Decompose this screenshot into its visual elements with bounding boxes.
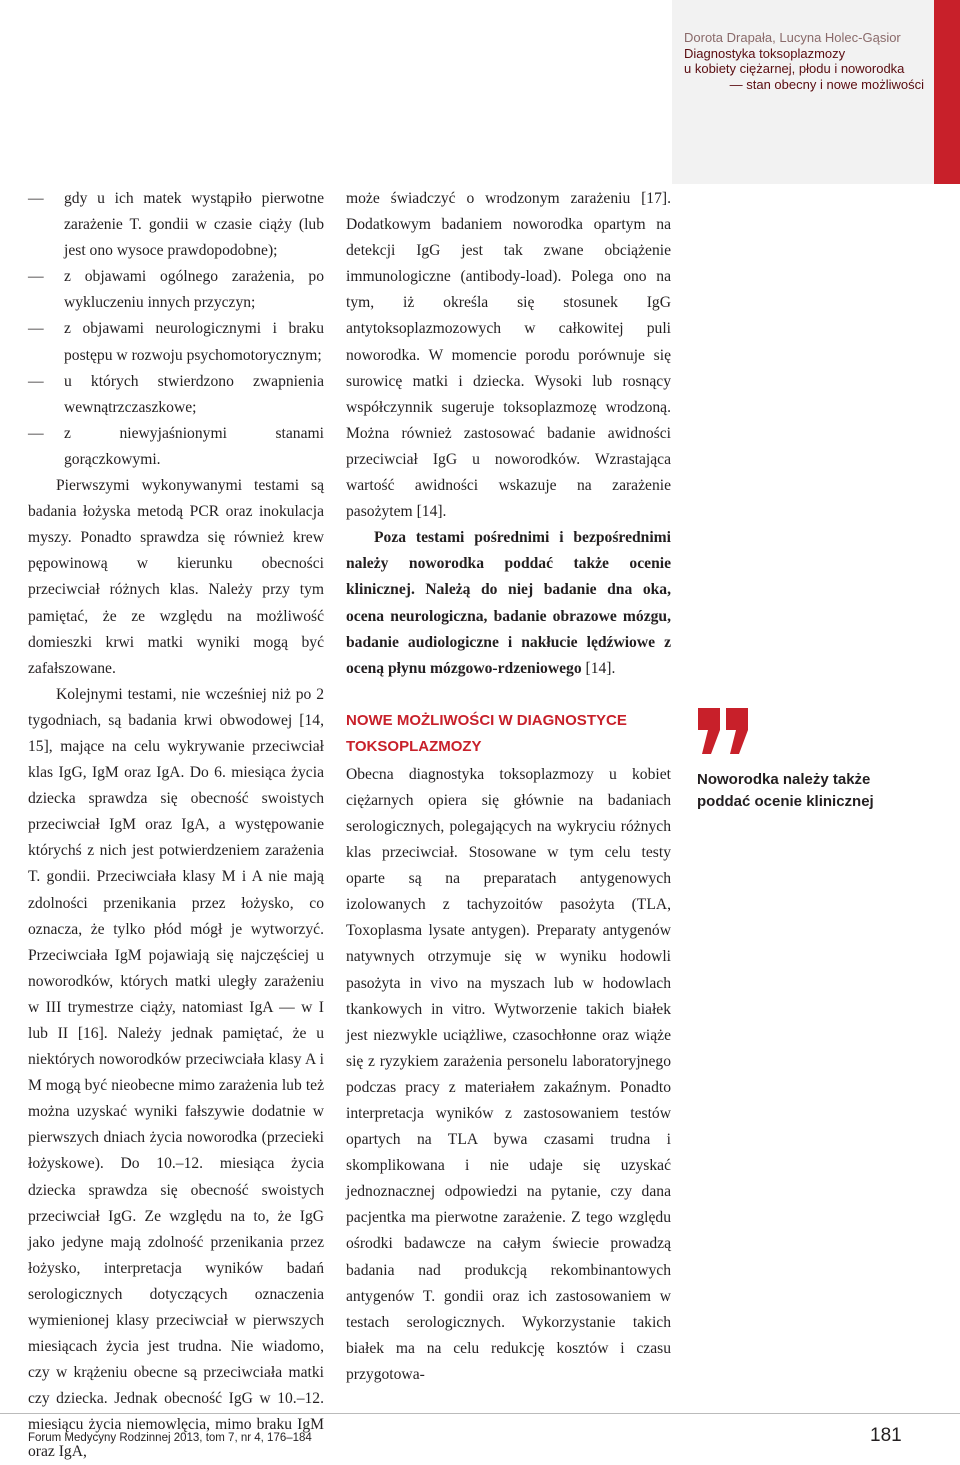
bullet-item xyxy=(28,264,324,316)
bullet-dash: — xyxy=(28,372,44,390)
running-header xyxy=(684,30,929,92)
bullet-text: z objawami ogólnego zarażenia, po wykluczeniu innych przyczyn; xyxy=(64,268,324,312)
reference: [14]. xyxy=(581,659,616,677)
pull-quote-text: Noworodka należy także poddać ocenie klinicznej xyxy=(697,771,874,810)
body-paragraph: Pierwszymi wykonywanymi testami są badania łożyska metodą PCR oraz inokulacja myszy. Ponadto sprawdza się również krew pępowinową w kierunku obecności przeciwciał różnych klas. Należy przy tym pamiętać, że ze względu na możliwość domieszki krwi matki wyniki mogą być zafałszowane. xyxy=(28,477,324,677)
bullet-text: z objawami neurologicznymi i braku postępu w rozwoju psychomotorycznym; xyxy=(64,320,324,364)
footer-divider xyxy=(0,1413,960,1414)
header-title-line2: u kobiety ciężarnej, płodu i noworodka xyxy=(684,61,905,76)
page-number: 181 xyxy=(870,1425,902,1446)
middle-column xyxy=(346,186,671,1388)
bullet-item xyxy=(28,369,324,421)
section-heading: NOWE MOŻLIWOŚCI W DIAGNOSTYCE TOKSOPLAZMOZY xyxy=(346,711,627,755)
bullet-dash: — xyxy=(28,190,44,207)
body-paragraph: Kolejnymi testami, nie wcześniej niż po 2 tygodniach, są badania krwi obwodowej [14, 15], mające na celu wykrywanie przeciwciał klas IgG, IgM oraz IgA. Do 6. miesiąca życia dziecka sprawdza się obecność swoistych przeciwciał IgM oraz IgA, a występowanie którychś z nich jest potwierdzeniem zarażenia T. gondii. Przeciwciała klasy M i A nie mają zdolności przenikania przez łożysko, co oznacza, że tylko płód mógł je wytworzyć. Przeciwciała IgM pojawiają się najczęściej u noworodków, których matki uległy zarażeniu w III trymestrze ciąży, natomiast IgA — w I lub II [16]. Należy jednak pamiętać, że u niektórych noworodków przeciwciała klasy A i M mogą być nieobecne mimo zarażenia lub też można uzyskać wyniki fałszywie dodatnie w pierwszych dniach życia noworodka (przecieki łożyskowe). Do 10.–12. miesiąca życia dziecka sprawdza się obecność swoistych przeciwciał IgG. Ze względu na to, że IgG jako jedyne mają zdolność przenikania przez łożysko, interpretacja wyników badań serologicznych dotyczących oznaczenia wymienionej klasy przeciwciał w pierwszych miesiącach życia jest trudna. Nie wiadomo, czy w krążeniu obecne są przeciwciała matki czy dziecka. Jednak obecność IgG w 10.–12. miesiącu życia niemowlęcia, mimo braku IgM oraz IgA, xyxy=(28,685,324,1460)
header-title-line3: — stan obecny i nowe możliwości xyxy=(729,76,924,92)
bullet-text: z niewyjaśnionymi stanami gorączkowymi. xyxy=(64,424,324,468)
body-paragraph: Obecna diagnostyka toksoplazmozy u kobiet ciężarnych opiera się głównie na badaniach serologicznych, polegających na wykryciu różnych klas przeciwciał. Stosowane w tym celu testy oparte są na preparatach antygenowych izolowanych z tachyzoitów pasożyta (TLA, Toxoplasma lysate antygen). Preparaty antygenów natywnych otrzymuje się w wyniku hodowli pasożyta in vivo na myszach lub w hodowlach tkankowych in vitro. Wytworzenie takich białek jest niezwykle uciążliwe, czasochłonne oraz wiąże się z ryzykiem zarażenia personelu laboratoryjnego podczas pracy z materiałem zakaźnym. Ponadto interpretacja wyników z zastosowaniem testów opartych na TLA bywa czasami trudna i skomplikowana i nie udaje się uzyskać jednoznacznej odpowiedzi na pytanie, czy dana pacjentka ma pierwotne zarażenie. Z tego względu ośrodki badawcze na całym świecie prowadzą badania nad produkcją rekombinantowych antygenów T. gondii oraz ich zastosowaniem w testach serologicznych. Wykorzystanie takich białek ma na celu redukcję kosztów i czasu przygotowa- xyxy=(346,765,671,1383)
body-paragraph: może świadczyć o wrodzonym zarażeniu [17]. Dodatkowym badaniem noworodka opartym na detekcji IgG jest tak zwane obciążenie immunologiczne (antibody-load). Polega ono na tym, iż określa się stosunek IgG antytoksoplazmozowych w całkowitej puli noworodka. W momencie porodu porównuje się surowicę matki i dziecka. Wysoki lub rosnący współczynnik sugeruje toksoplazmozę wrodzoną. Można również zastosować badanie awidności przeciwciał IgG u noworodków. Wzrastająca wartość awidności wskazuje na zarażenie pasożytem [14]. xyxy=(346,190,671,521)
header-box xyxy=(672,0,934,184)
bold-text: Poza testami pośrednimi i bezpośrednimi należy noworodka poddać także ocenie klinicznej. Należą do niej badanie dna oka, ocena neurologiczna, badanie obrazowe mózgu, badanie audiologiczne i nakłucie lędźwiowe z oceną płynu mózgowo-rdzeniowego xyxy=(346,529,671,677)
bullet-dash: — xyxy=(28,268,44,286)
bold-paragraph xyxy=(346,525,671,682)
left-column xyxy=(28,186,324,1465)
bullet-dash: — xyxy=(28,320,44,338)
header-title-line1: Diagnostyka toksoplazmozy xyxy=(684,45,846,61)
quote-mark-icon xyxy=(694,708,754,758)
bullet-item xyxy=(28,316,324,368)
footer-citation: Forum Medycyny Rodzinnej 2013, tom 7, nr 4, 176–184 xyxy=(28,1432,312,1444)
bullet-item xyxy=(28,186,324,264)
header-authors: Dorota Drapała, Lucyna Holec-Gąsior xyxy=(684,30,901,45)
bullet-item xyxy=(28,421,324,473)
bullet-dash: — xyxy=(28,424,44,442)
bullet-text: gdy u ich matek wystąpiło pierwotne zarażenie T. gondii w czasie ciąży (lub jest ono wysoce prawdopodobne); xyxy=(64,190,324,260)
red-accent-bar xyxy=(934,0,960,184)
bullet-text: u których stwierdzono zwapnienia wewnątrzczaszkowe; xyxy=(64,372,324,416)
